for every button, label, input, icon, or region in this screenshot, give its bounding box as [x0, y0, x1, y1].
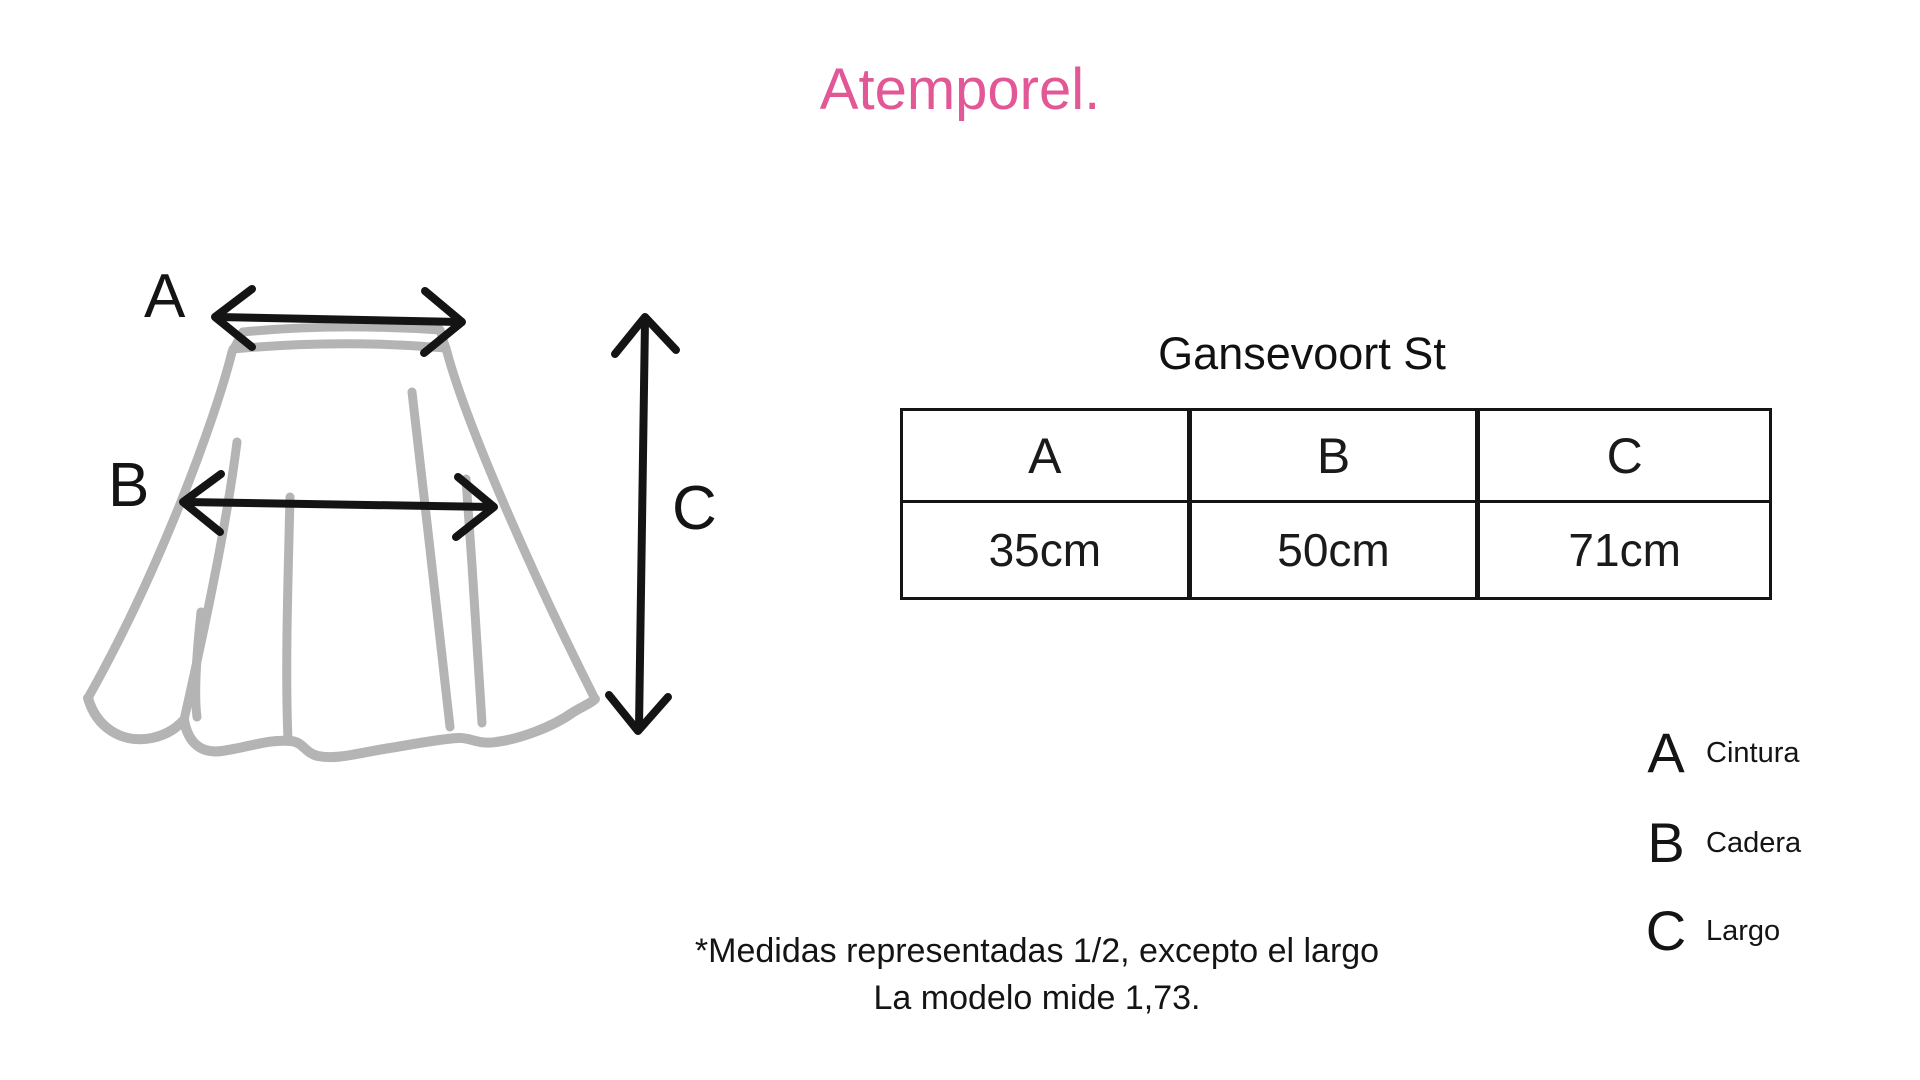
diagram-label-b: B	[108, 451, 150, 520]
legend-item-cintura	[1640, 722, 1800, 784]
brand-title: Atemporel.	[819, 57, 1101, 122]
skirt-outline	[88, 327, 595, 757]
size-table-header-b: B	[1192, 411, 1481, 503]
size-table	[900, 408, 1772, 600]
length-measure-arrow-c-icon	[609, 317, 676, 731]
size-table-value-a: 35cm	[903, 503, 1192, 597]
legend-item-cadera	[1640, 812, 1801, 874]
product-name-title: Gansevoort St	[1158, 328, 1446, 379]
legend-key-c: C	[1645, 899, 1687, 962]
legend-key-a: A	[1647, 721, 1685, 784]
legend-key-b: B	[1647, 811, 1685, 874]
legend-label-cintura: Cintura	[1706, 736, 1800, 769]
footnote-line-1: *Medidas representadas 1/2, excepto el largo	[694, 932, 1380, 970]
legend-label-largo: Largo	[1706, 914, 1781, 947]
size-table-header-a: A	[903, 411, 1192, 503]
size-table-value-b: 50cm	[1192, 503, 1481, 597]
measurement-footnote	[600, 928, 1474, 1022]
legend-item-largo	[1640, 900, 1780, 962]
footnote-line-2: La modelo mide 1,73.	[873, 979, 1201, 1017]
diagram-label-c: C	[672, 474, 717, 543]
size-table-value-c: 71cm	[1568, 524, 1681, 576]
legend-label-cadera: Cadera	[1706, 826, 1802, 859]
size-table-header-c: C	[1480, 411, 1769, 503]
diagram-label-a: A	[144, 262, 186, 331]
